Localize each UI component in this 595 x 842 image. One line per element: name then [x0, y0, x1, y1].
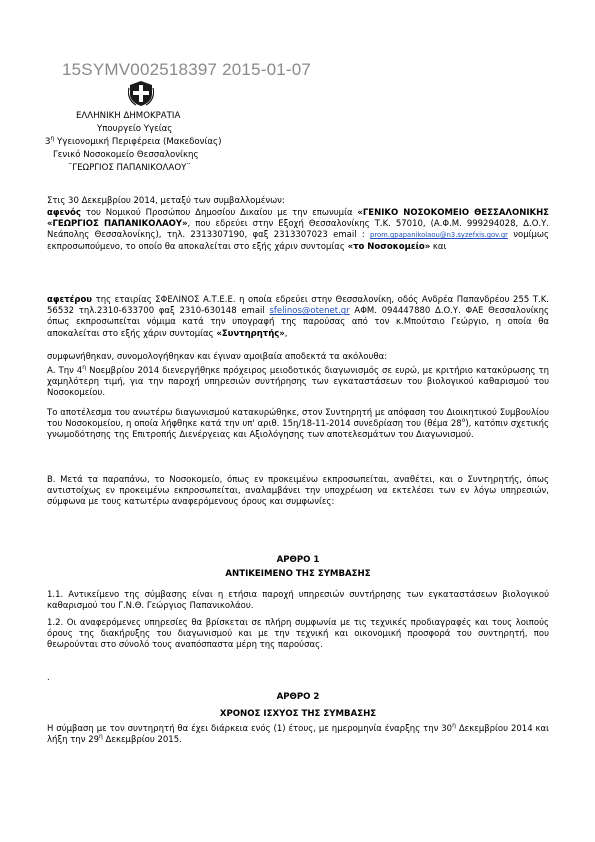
article-2-title: ΧΡΟΝΟΣ ΙΣΧΥΟΣ ΤΗΣ ΣΥΜΒΑΣΗΣ	[219, 709, 377, 719]
contract-intro: Στις 30 Δεκεμβρίου 2014, μεταξύ των συμβαλλομένων:	[47, 196, 285, 206]
hellenic-republic-emblem-icon	[128, 80, 154, 107]
separator-dot: .	[47, 673, 50, 683]
article-1-clause-2: 1.2. Οι αναφερόμενες υπηρεσίες θα βρίσκεται σε πλήρη συμφωνία με τις τεχνικές προδιαγραφές και τους λοιπούς όρους της διακήρυξης του διαγωνισμού και με την τεχνική και οικονομική προσφορά του συντηρητή, που θεωρούνται στο σύνολό τους αναπόσπαστα μέρη της παρούσας.	[47, 618, 549, 651]
section-a: Α. Την $4^\eta$ Νοεμβρίου 2014 διενεργήθηκε πρόχειρος μειοδοτικός διαγωνισμός σε ευρώ, με κριτήριο κατακύρωσης τη χαμηλότερη τιμή, για την παροχή υπηρεσιών συντήρησης των εγκαταστάσεων του βιολογικού καθαρισμού του Νοσοκομείου.	[47, 364, 550, 399]
header-hospital: Γενικό Νοσοκομείο Θεσσαλονίκης	[53, 150, 199, 160]
header-hospital-name: ¨ΓΕΩΡΓΙΟΣ ΠΑΠΑΝΙΚΟΛΑΟΥ¨	[68, 163, 191, 173]
section-b: Β. Μετά τα παραπάνω, το Νοσοκομείο, όπως εν προκειμένω εκπροσωπείται, αναθέτει, και ο Συντηρητής, όπως αντιστοίχως εν προκειμένω εκπροσωπείται, αναλαμβάνει την υποχρέωση να εκτελέσει των εν λόγω υπηρεσιών, σύμφωνα με τους κατωτέρω αναφερόμενους όρους και συμφωνίες:	[47, 475, 549, 508]
header-country: ΕΛΛΗΝΙΚΗ ΔΗΜΟΚΡΑΤΙΑ	[76, 111, 181, 121]
document-id-watermark: 15SYMV002518397 2015-01-07	[62, 60, 312, 79]
contractor-email-link[interactable]: sfelinos@otenet.gr	[269, 306, 350, 317]
article-2-number: ΑΡΘΡΟ 2	[276, 692, 320, 702]
article-2-duration: Η σύμβαση με τον συντηρητή θα έχει διάρκεια ενός (1) έτους, με ημερομηνία έναρξης την $30^\eta$ Δεκεμβρίου 2014 και λήξη την $29^\eta$ Δεκεμβρίου 2015.	[47, 722, 550, 746]
article-1-title: ΑΝΤΙΚΕΙΜΕΝΟ ΤΗΣ ΣΥΜΒΑΣΗΣ	[225, 569, 371, 579]
award-result: Το αποτέλεσμα του ανωτέρω διαγωνισμού κατακυρώθηκε, στον Συντηρητή με απόφαση του Διοικητικού Συμβουλίου του Νοσοκομείου, η οποία λήφθηκε κατά την υπ' αριθ. 15η/18-11-2014 συνεδρίαση του (θέμα $28^o$), κατόπιν σχετικής γνωμοδότησης της Επιτροπής Διενέργειας και Αξιολόγησης των αποτελεσμάτων του Διαγωνισμού.	[47, 408, 549, 441]
party-contractor: αφετέρου της εταιρίας ΣΦΕΛΙΝΟΣ Α.Τ.Ε.Ε. η οποία εδρεύει στην Θεσσαλονίκη, οδός Ανδρέα Παπανδρέου 255 Τ.Κ. 56532 τηλ.2310-633700 φαξ 2310-630148 email sfelinos@otenet.gr ΑΦΜ. 094447880 Δ.Ο.Υ. ΦΑΕ Θεσσαλονίκης όπως εκπροσωπείται νόμιμα κατά την υπογραφή της παρούσας από τον κ.Μπούτσιο Γεώργιο, η οποία θα αποκαλείται στο εξής χάριν συντομίας «Συντηρητής»,	[47, 295, 549, 339]
header-ministry: Υπουργείο Υγείας	[97, 124, 173, 134]
article-1-clause-1: 1.1. Αντικείμενο της σύμβασης είναι η ετήσια παροχή υπηρεσιών συντήρησης των εγκαταστάσεων βιολογικού καθαρισμού του Γ.Ν.Θ. Γεώργιος Παπανικολάου.	[47, 590, 549, 612]
hospital-email-link[interactable]: prom.gpapanikolaou@n3.syzefxis.gov.gr	[370, 231, 508, 240]
party-hospital: αφενός του Νομικού Προσώπου Δημοσίου Δικαίου με την επωνυμία «ΓΕΝΙΚΟ ΝΟΣΟΚΟΜΕΙΟ ΘΕΣΣΑΛΟΝΙΚΗΣ «ΓΕΩΡΓΙΟΣ ΠΑΠΑΝΙΚΟΛΑΟΥ», που εδρεύει στην Εξοχή Θεσσαλονίκης Τ.Κ. 57010, (Α.Φ.Μ. 999294028, Δ.Ο.Υ. Νεάπολης Θεσσαλονίκης), τηλ. 2313307190, φαξ 2313307023 email : prom.gpapanikolaou@n3.syzefxis.gov.gr νομίμως εκπροσωπούμενο, το οποίο θα αποκαλείται στο εξής χάριν συντομίας «το Νοσοκομείο» και	[47, 208, 549, 252]
article-1-number: ΑΡΘΡΟ 1	[276, 555, 320, 565]
header-region: $3^\eta$ Υγειονομική Περιφέρεια (Μακεδονίας)	[45, 135, 222, 147]
agreement-statement: συμφωνήθηκαν, συνομολογήθηκαν και έγιναν αμοιβαία αποδεκτά τα ακόλουθα:	[47, 352, 388, 362]
